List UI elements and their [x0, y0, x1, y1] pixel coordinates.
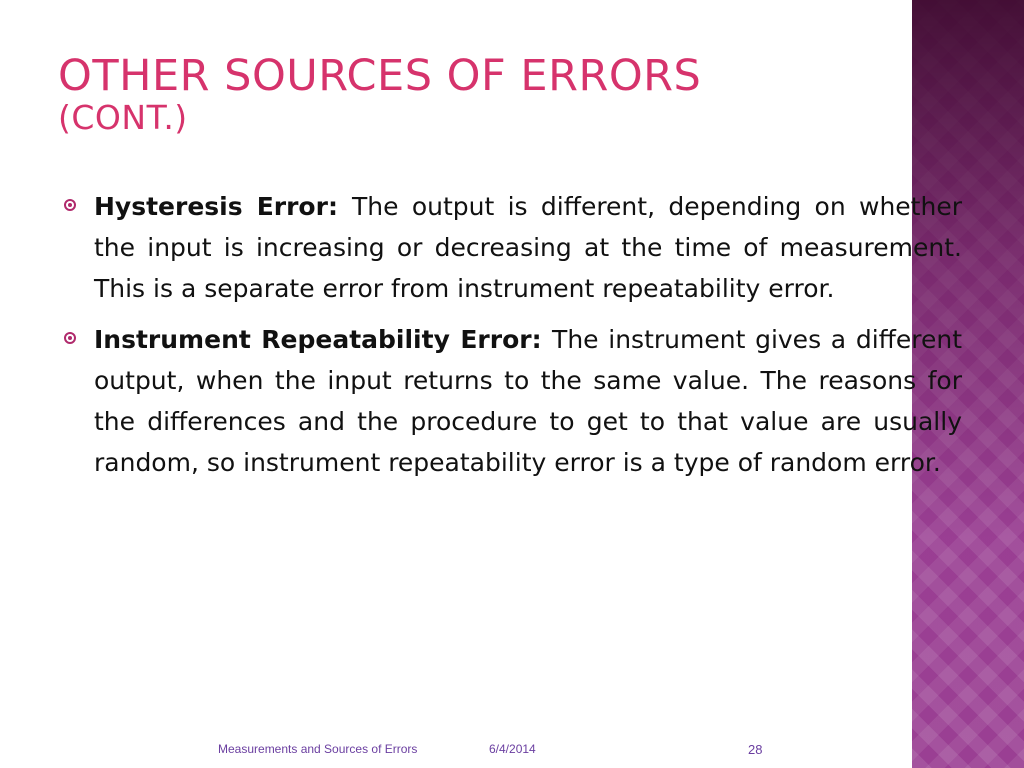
bullet-term: Instrument Repeatability Error: [94, 325, 553, 354]
slide-title [58, 52, 898, 137]
bullet-text: The instrument gives a different output, when the input returns to the same value. The reasons for the differences and the procedure to get to that value are usually random, so instrument repeatability error is a type of random error. [94, 325, 963, 477]
bullet-instrument-repeatability-error [62, 319, 962, 483]
bullet-list [62, 186, 962, 493]
footer-title: Measurements and Sources of Errors [218, 742, 418, 756]
footer-page-number: 28 [748, 742, 763, 757]
bullet-hysteresis-error [62, 186, 962, 309]
bullet-term: Hysteresis Error: [94, 192, 353, 221]
title-line-2: (CONT.) [58, 98, 188, 138]
radio-bullet-icon [64, 199, 76, 211]
footer-date: 6/4/2014 [489, 742, 536, 756]
bullet-text: The output is different, depending on whether the input is increasing or decreasing at the time of measurement. This is a separate error from instrument repeatability error. [94, 192, 962, 303]
title-line-1: OTHER SOURCES OF ERRORS [58, 51, 702, 101]
radio-bullet-icon [64, 332, 76, 344]
